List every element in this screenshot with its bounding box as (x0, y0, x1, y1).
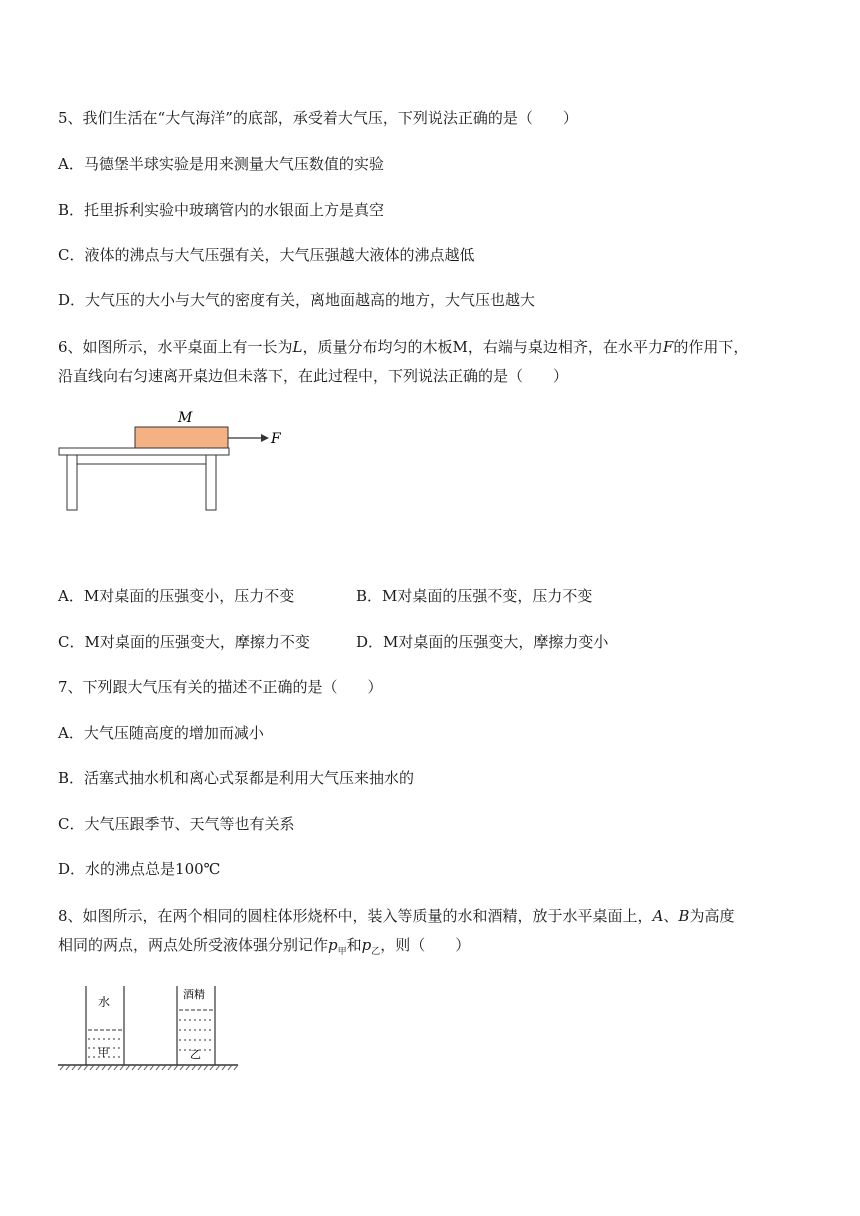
alcohol-label: 酒精 (183, 988, 205, 1001)
q7-option-d: D．水的沸点总是100℃ (58, 860, 221, 878)
q8-beakers-figure (56, 980, 246, 1078)
force-arrow-head (261, 434, 269, 442)
point-jia-label: 甲 (98, 1046, 109, 1059)
q5-option-d: D．大气压的大小与大气的密度有关，离地面越高的地方，大气压也越大 (58, 291, 536, 309)
board-m (135, 427, 228, 448)
block-label: M (178, 410, 193, 426)
q7-option-c: C．大气压跟季节、天气等也有关系 (58, 815, 295, 833)
q6-options-row1 (58, 586, 593, 606)
q6-option-d: D．M对桌面的压强变大，摩擦力变小 (356, 633, 609, 651)
table-leg-right (206, 455, 216, 510)
q5-stem: 5、我们生活在“大气海洋”的底部，承受着大气压，下列说法正确的是（ ） (58, 109, 578, 127)
q5-option-c: C．液体的沸点与大气压强有关，大气压强越大液体的沸点越低 (58, 246, 475, 264)
q7-option-b: B．活塞式抽水机和离心式泵都是利用大气压来抽水的 (58, 769, 415, 787)
q8-stem-line1: 8、如图所示，在两个相同的圆柱体形烧杯中，装入等质量的水和酒精，放于水平桌面上，A、B为高度 (58, 907, 735, 925)
q6-option-a: A．M对桌面的压强变小，压力不变 (58, 587, 295, 605)
q5-option-a: A．马德堡半球实验是用来测量大气压数值的实验 (58, 155, 384, 173)
q6-stem-line1: 6、如图所示，水平桌面上有一长为L，质量分布均匀的木板M，右端与桌边相齐，在水平力F的作用下， (58, 338, 749, 356)
table-top (59, 448, 229, 455)
q8-stem-line2: 相同的两点，两点处所受液体强分别记作$p_甲$和$p_乙$，则（ ） (58, 936, 471, 957)
q6-table-figure (56, 402, 296, 514)
q6-options-row2 (58, 632, 609, 652)
q5-option-b: B．托里拆利实验中玻璃管内的水银面上方是真空 (58, 201, 385, 219)
water-label: 水 (98, 995, 111, 1009)
force-label: F (271, 431, 281, 447)
table-leg-left (67, 455, 77, 510)
q7-stem: 7、下列跟大气压有关的描述不正确的是（ ） (58, 678, 383, 696)
q6-option-b: B．M对桌面的压强不变，压力不变 (356, 587, 593, 605)
q6-stem-line2: 沿直线向右匀速离开桌边但未落下，在此过程中，下列说法正确的是（ ） (58, 367, 569, 385)
q6-option-c: C．M对桌面的压强变大，摩擦力不变 (58, 633, 310, 651)
point-yi-label: 乙 (190, 1048, 201, 1061)
q7-option-a: A．大气压随高度的增加而减小 (58, 724, 264, 742)
